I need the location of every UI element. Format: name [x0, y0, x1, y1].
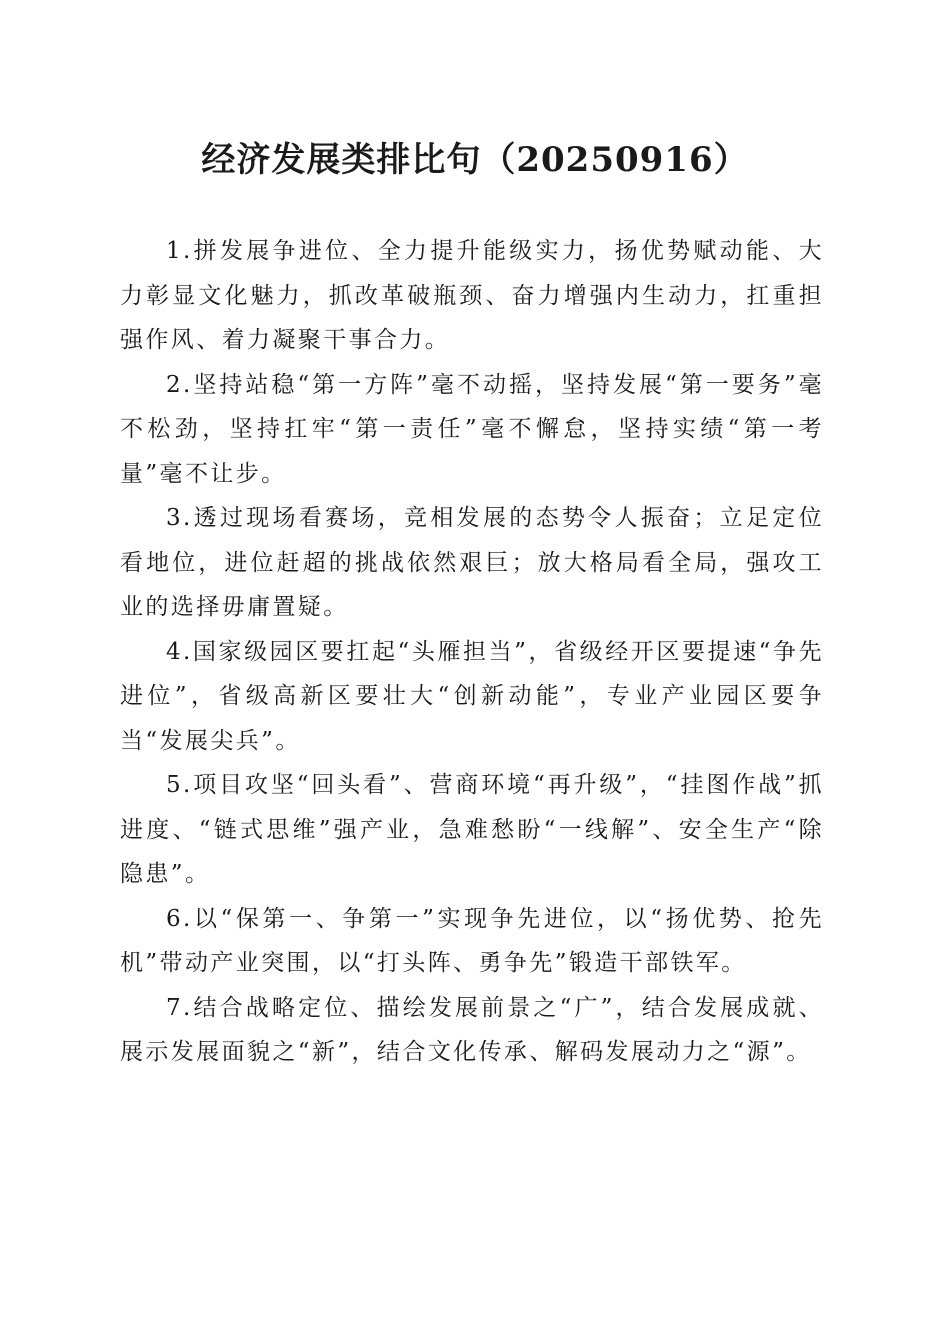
paragraph-6: 6.以“保第一、争第一”实现争先进位，以“扬优势、抢先机”带动产业突围，以“打头阵、勇争先”锻造干部铁军。 — [120, 905, 824, 976]
document-body — [120, 229, 824, 1075]
paragraph-5: 5.项目攻坚“回头看”、营商环境“再升级”，“挂图作战”抓进度、“链式思维”强产业，急难愁盼“一线解”、安全生产“除隐患”。 — [120, 772, 824, 887]
paragraph-2: 2.坚持站稳“第一方阵”毫不动摇，坚持发展“第一要务”毫不松劲，坚持扛牢“第一责任”毫不懈怠，坚持实绩“第一考量”毫不让步。 — [120, 371, 824, 487]
paragraph-3: 3.透过现场看赛场，竞相发展的态势令人振奋；立足定位看地位，进位赶超的挑战依然艰巨；放大格局看全局，强攻工业的选择毋庸置疑。 — [120, 505, 824, 620]
paragraph-1: 1.拼发展争进位、全力提升能级实力，扬优势赋动能、大力彰显文化魅力，抓改革破瓶颈、奋力增强内生动力，扛重担强作风、着力凝聚干事合力。 — [120, 238, 824, 353]
paragraph-4: 4.国家级园区要扛起“头雁担当”，省级经开区要提速“争先进位”，省级高新区要壮大“创新动能”，专业产业园区要争当“发展尖兵”。 — [120, 638, 824, 754]
document-title: 经济发展类排比句（20250916） — [201, 140, 749, 180]
paragraph-7: 7.结合战略定位、描绘发展前景之“广”，结合发展成就、展示发展面貌之“新”，结合文化传承、解码发展动力之“源”。 — [120, 994, 824, 1065]
